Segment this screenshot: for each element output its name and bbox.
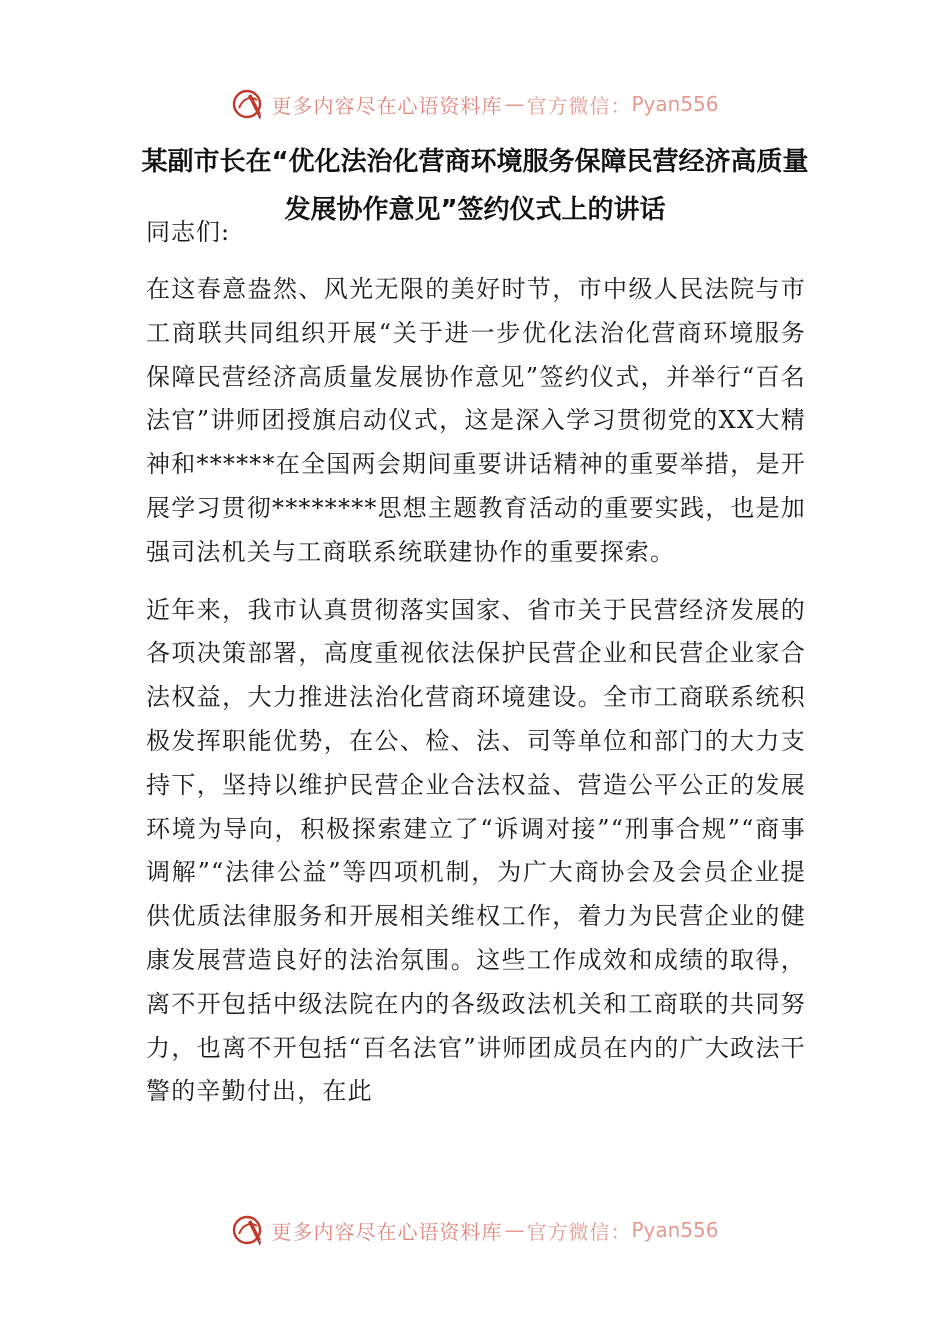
document-body: [146, 210, 806, 1128]
salutation: 同志们:: [146, 218, 231, 246]
banner-slogan: 更多内容尽在心语资料库: [271, 93, 503, 118]
banner-separator: —: [504, 1218, 525, 1242]
pen-swirl-logo-icon: [231, 86, 267, 122]
pen-swirl-logo-icon: [231, 1212, 267, 1248]
header-watermark-banner: [0, 84, 950, 124]
banner-slogan: 更多内容尽在心语资料库: [271, 1219, 503, 1244]
paragraph-1: 在这春意盎然、风光无限的美好时节，市中级人民法院与市工商联共同组织开展“关于进一步优化法治化营商环境服务保障民营经济高质量发展协作意见”签约仪式，并举行“百名法官”讲师团授旗启动仪式，这是深入学习贯彻党的XX大精神和******在全国两会期间重要讲话精神的重要举措，是开展学习贯彻********思想主题教育活动的重要实践，也是加强司法机关与工商联系统联建协作的重要探索。: [146, 275, 806, 566]
paragraph-2: 近年来，我市认真贯彻落实国家、省市关于民营经济发展的各项决策部署，高度重视依法保护民营企业和民营企业家合法权益，大力推进法治化营商环境建设。全市工商联系统积极发挥职能优势，在公、检、法、司等单位和部门的大力支持下，坚持以维护民营企业合法权益、营造公平公正的发展环境为导向，积极探索建立了“诉调对接”“刑事合规”“商事调解”“法律公益”等四项机制，为广大商协会及会员企业提供优质法律服务和开展相关维权工作，着力为民营企业的健康发展营造良好的法治氛围。这些工作成效和成绩的取得，离不开包括中级法院在内的各级政法机关和工商联的共同努力，也离不开包括“百名法官”讲师团成员在内的广大政法干警的辛勤付出，在此: [146, 595, 806, 1106]
banner-wechat-id: Pyan556: [631, 1218, 719, 1242]
banner-official-label: 官方微信：: [526, 93, 632, 118]
footer-watermark-banner: [0, 1210, 950, 1250]
document-title: 某副市长在“优化法治化营商环境服务保障民营经济高质量发展协作意见”签约仪式上的讲话: [141, 147, 809, 225]
banner-official-label: 官方微信：: [526, 1219, 632, 1244]
banner-separator: —: [504, 92, 525, 116]
banner-wechat-id: Pyan556: [631, 92, 719, 116]
